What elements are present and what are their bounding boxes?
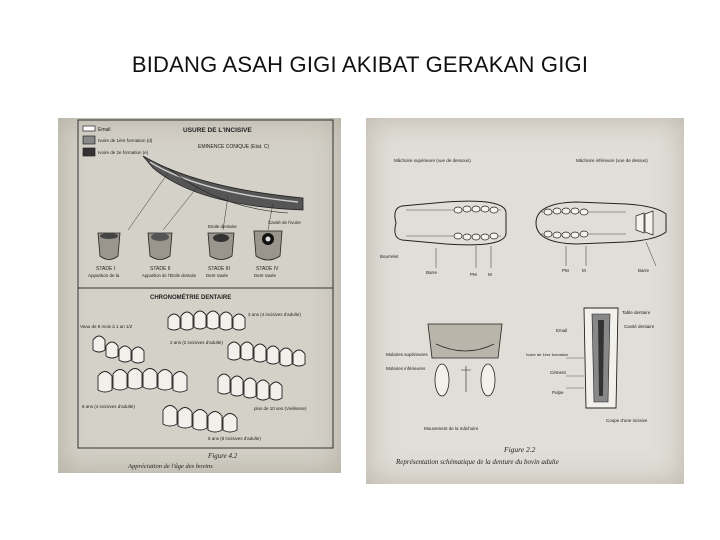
arcade-10-ans bbox=[218, 374, 282, 400]
pm-label-left: PM bbox=[470, 272, 477, 277]
cavity-label: Cavité de l'ivoire bbox=[268, 220, 301, 225]
stage-2-name: STADE II bbox=[150, 266, 171, 272]
age-label-veau: Veau de 8 mois à 1 an 1/2 bbox=[80, 324, 133, 329]
arcade-veau bbox=[93, 336, 144, 363]
table-dentaire-label: Table dentaire bbox=[622, 310, 651, 315]
right-caption-line1: Figure 2.2 bbox=[504, 445, 536, 454]
stage-1-desc: Apparition de la bbox=[88, 273, 120, 278]
chrono-header: CHRONOMÉTRIE DENTAIRE bbox=[150, 295, 232, 301]
cavite-label: Cavité dentaire bbox=[624, 324, 655, 329]
molar-cross-section bbox=[428, 324, 502, 396]
right-scanned-figure bbox=[366, 118, 684, 484]
legend-ivoire2: Ivoire de 2e formation (e) bbox=[98, 150, 149, 155]
age-label-5-ans: 5 ans (8 incisives d'adulte) bbox=[208, 436, 261, 441]
arcade-2-ans bbox=[228, 342, 305, 366]
arcade-8-ans bbox=[98, 369, 187, 393]
right-caption-line2: Représentation schématique de la denture du bovin adulte bbox=[396, 458, 559, 466]
age-label-10-ans: plus de 10 ans (Vieillesse) bbox=[254, 406, 307, 411]
m-label-left: M bbox=[488, 272, 492, 277]
center-label: Etoile dentaire bbox=[208, 224, 237, 229]
left-caption-line1: Figure 4.2 bbox=[208, 452, 238, 460]
barre-label-right: Barre bbox=[638, 268, 650, 273]
upper-right-label: Mâchoire inférieure (vue de dessus) bbox=[576, 158, 648, 163]
coupe-label: Coupe d'une incisive bbox=[606, 418, 648, 423]
mouvement-label: Mouvement de la mâchoire bbox=[424, 426, 479, 431]
stage-4-section bbox=[254, 231, 282, 260]
legend-ivoire1-swatch bbox=[83, 136, 95, 144]
slide-title: BIDANG ASAH GIGI AKIBAT GERAKAN GIGI bbox=[131, 52, 589, 77]
legend-email-swatch bbox=[83, 126, 95, 131]
legend-ivoire2-swatch bbox=[83, 148, 95, 156]
upper-jaw-drawing bbox=[395, 201, 506, 268]
cross-label-email: Email bbox=[556, 328, 568, 333]
incisor-section bbox=[143, 156, 303, 210]
left-caption-line2: Appréciation de l'âge des bovins bbox=[128, 463, 213, 470]
left-scanned-figure bbox=[58, 118, 341, 473]
incisor-cut-drawing bbox=[566, 308, 618, 408]
left-figure-drawing bbox=[58, 118, 341, 473]
pm-label-right: PM bbox=[562, 268, 569, 273]
usure-header: USURE DE L'INCISIVE bbox=[183, 127, 252, 134]
right-figure-drawing bbox=[366, 118, 684, 484]
lower-jaw-drawing bbox=[536, 202, 666, 266]
stage-1-name: STADE I bbox=[96, 266, 116, 272]
eminence-label: EMINENCE CONIQUE (Etat. C) bbox=[198, 144, 270, 150]
legend-email: Email bbox=[98, 127, 111, 133]
stage-2-section bbox=[148, 233, 172, 260]
stage-3-name: STADE III bbox=[208, 266, 230, 272]
upper-left-label: Mâchoire supérieure (vue de dessous) bbox=[394, 158, 471, 163]
age-label-3-ans: 3 ans (4 incisives d'adulte) bbox=[248, 312, 301, 317]
age-label-2-ans: 2 ans (2 incisives d'adulte) bbox=[170, 340, 223, 345]
stage-3-section bbox=[208, 233, 234, 260]
molar-upper-label: Molaires supérieures bbox=[386, 352, 428, 357]
age-label-8-ans: 8 ans (4 incisives d'adulte) bbox=[82, 404, 135, 409]
legend-ivoire1: Ivoire de 1ère formation (d) bbox=[98, 138, 153, 143]
arcade-5-ans bbox=[163, 406, 237, 433]
cross-label-cement: Cément bbox=[550, 370, 566, 375]
bourrelet-label: Bourrelet bbox=[380, 254, 399, 259]
stage-4-desc: Dent rasée bbox=[254, 273, 277, 278]
m-label-right: M bbox=[582, 268, 586, 273]
arcade-3-ans bbox=[168, 311, 245, 330]
stage-2-desc: Apparition de l'Etoile dentaire bbox=[142, 273, 197, 278]
stage-3-desc: Dent rasée bbox=[206, 273, 229, 278]
stage-4-name: STADE IV bbox=[256, 266, 279, 272]
cross-label-pulpe: Pulpe bbox=[552, 390, 564, 395]
stage-1-section bbox=[98, 233, 120, 260]
cross-label-ivoire: Ivoire de 1ère formation bbox=[526, 352, 569, 357]
molar-lower-label: Molaires inférieures bbox=[386, 366, 426, 371]
barre-label-left: Barre bbox=[426, 270, 438, 275]
